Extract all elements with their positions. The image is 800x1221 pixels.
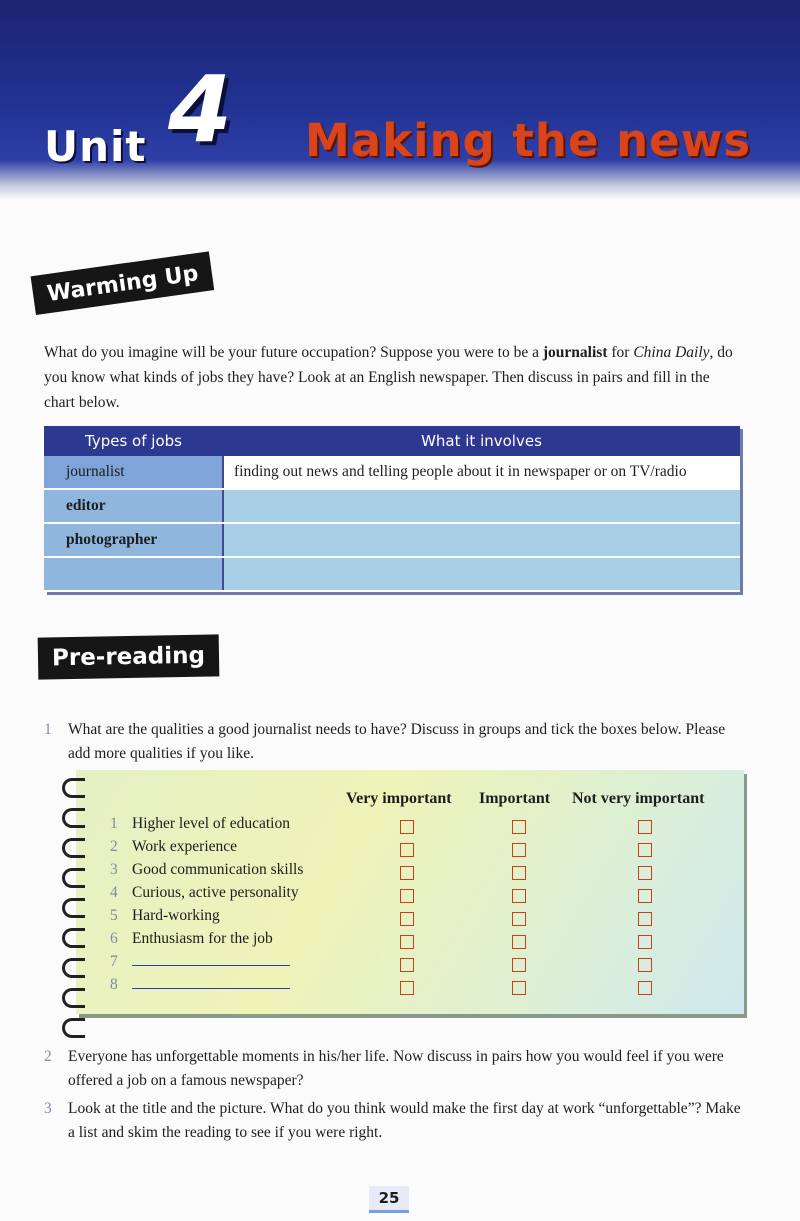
tick-box[interactable] [638,935,652,949]
quality-item: 4 Curious, active personality [110,884,299,901]
job-cell: editor [44,489,223,523]
col-header-involves: What it involves [223,426,740,456]
tick-box[interactable] [512,843,526,857]
tick-box[interactable] [638,889,652,903]
tick-box[interactable] [400,935,414,949]
unit-title: Making the news [305,114,752,167]
tick-box[interactable] [512,981,526,995]
blank-line[interactable] [132,976,290,989]
col-very-important: Very important [346,790,452,807]
tick-box[interactable] [400,912,414,926]
job-types-table [44,426,740,592]
col-not-very-important: Not very important [572,790,705,807]
question-2: 2 Everyone has unforgettable moments in his/her life. Now discuss in pairs how you would feel if you were offered a job on a famous newspaper? [44,1048,724,1089]
job-cell: photographer [44,523,223,557]
tick-box[interactable] [400,820,414,834]
question-3: 3 Look at the title and the picture. What do you think would make the first day at work “unforgettable”? Make a list and skim the reading to see if you were right. [44,1100,741,1141]
tick-box[interactable] [638,912,652,926]
tick-box[interactable] [400,843,414,857]
job-cell[interactable] [44,557,223,591]
table-row [44,557,740,591]
tick-box[interactable] [512,912,526,926]
tick-box[interactable] [512,889,526,903]
pre-reading-tag: Pre-reading [38,634,220,679]
involves-cell[interactable] [223,557,740,591]
tick-box[interactable] [638,958,652,972]
tick-box[interactable] [512,935,526,949]
quality-item-blank: 7 [110,953,290,971]
spiral-binding-icon [62,778,85,1048]
quality-item: 6 Enthusiasm for the job [110,930,273,947]
page-number: 25 [369,1186,409,1213]
tick-box[interactable] [400,866,414,880]
quality-item: 2 Work experience [110,838,238,855]
tick-box[interactable] [400,889,414,903]
job-cell: journalist [44,456,223,489]
warming-up-tag: Warming Up [31,251,215,315]
tick-box[interactable] [400,958,414,972]
tick-box[interactable] [638,981,652,995]
question-1: 1 What are the qualities a good journalist needs to have? Discuss in groups and tick the boxes below. Please add more qualities if you like. [44,721,726,762]
tick-box[interactable] [512,820,526,834]
unit-label: Unit [44,122,147,171]
table-row [44,456,740,489]
tick-box[interactable] [400,981,414,995]
col-important: Important [479,790,551,807]
tick-box[interactable] [638,820,652,834]
table-row [44,489,740,523]
quality-item: 3 Good communication skills [110,861,304,878]
quality-item-blank: 8 [110,976,290,994]
unit-number: 4 [168,56,233,163]
tick-box[interactable] [512,866,526,880]
blank-line[interactable] [132,953,290,966]
tick-box[interactable] [638,843,652,857]
involves-cell[interactable] [223,489,740,523]
quality-item: 5 Hard-working [110,907,220,924]
warming-up-intro: What do you imagine will be your future occupation? Suppose you were to be a journalist for China Daily, do you know what kinds of jobs they have? Look at an English newspaper. Then discuss in pairs and fill in the chart below. [44,344,733,411]
col-header-types: Types of jobs [44,426,223,456]
tick-box[interactable] [638,866,652,880]
tick-box[interactable] [512,958,526,972]
involves-cell[interactable]: finding out news and telling people about it in newspaper or on TV/radio [223,456,740,489]
quality-item: 1 Higher level of education [110,815,290,832]
table-row [44,523,740,557]
involves-cell[interactable] [223,523,740,557]
